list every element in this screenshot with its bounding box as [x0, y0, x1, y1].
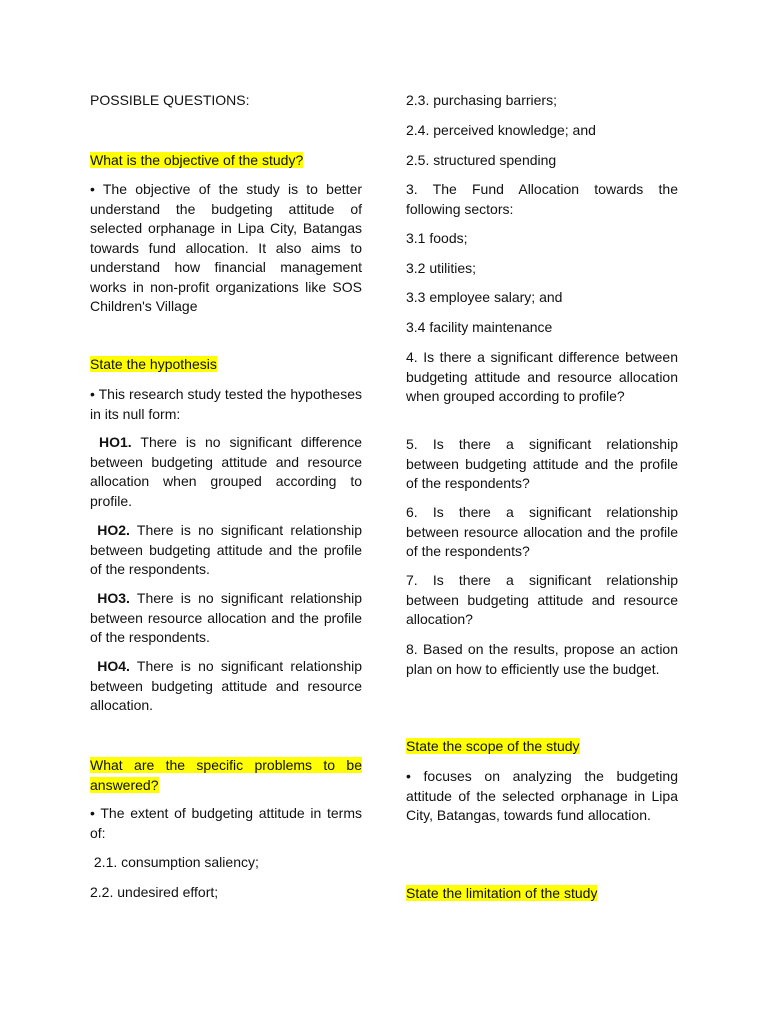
question-limitation: [406, 884, 597, 904]
ho3-label: HO3.: [97, 590, 130, 606]
ho1-label: HO1.: [98, 434, 132, 450]
question-scope: [406, 737, 580, 757]
hypothesis-ho1: [90, 433, 362, 511]
section-heading: POSSIBLE QUESTIONS:: [90, 92, 250, 108]
hypothesis-ho3: [90, 589, 362, 648]
ho4-text: There is no significant relationship between budgeting attitude and resource allocation.: [90, 658, 362, 713]
list-item-2-4: 2.4. perceived knowledge; and: [406, 122, 596, 138]
scope-answer: • focuses on analyzing the budgeting attitude of the selected orphanage in Lipa City, Batangas, towards fund allocation.: [406, 768, 678, 823]
hypothesis-intro: • This research study tested the hypotheses in its null form:: [90, 386, 362, 422]
highlighted-question: State the scope of the study: [406, 738, 580, 754]
question-problems: [90, 756, 362, 795]
list-item-3-1: 3.1 foods;: [406, 230, 468, 246]
list-item-3-4: 3.4 facility maintenance: [406, 319, 553, 335]
ho2-label: HO2.: [97, 522, 130, 538]
objective-answer: • The objective of the study is to better understand the budgeting attitude of selected orphanage in Lipa City, Batangas towards fund allocation. It also aims to understand how financial management works in non-profit organizations like SOS Children's Village: [90, 181, 362, 314]
list-item-2-2: 2.2. undesired effort;: [90, 884, 219, 900]
list-item-2-1: [90, 853, 259, 873]
problems-intro: • The extent of budgeting attitude in terms of:: [90, 805, 362, 841]
list-item-3-2: 3.2 utilities;: [406, 260, 477, 276]
list-item-text: 2.1. consumption saliency;: [93, 854, 259, 870]
question-hypothesis: [90, 355, 217, 375]
ho1-text: There is no significant difference between budgeting attitude and resource allocation when grouped according to profile.: [90, 434, 363, 509]
list-item-5: 5. Is there a significant relationship between budgeting attitude and the profile of the respondents?: [406, 436, 678, 491]
highlighted-question: State the limitation of the study: [406, 885, 598, 901]
ho2-text: There is no significant relationship between budgeting attitude and the profile of the respondents.: [90, 522, 362, 577]
list-item-2-3: 2.3. purchasing barriers;: [406, 92, 557, 108]
ho4-label: HO4.: [97, 658, 130, 674]
list-item-7: 7. Is there a significant relationship between budgeting attitude and resource allocation?: [406, 572, 678, 627]
list-item-6: 6. Is there a significant relationship between resource allocation and the profile of the respondents?: [406, 504, 678, 559]
list-item-3-3: 3.3 employee salary; and: [406, 289, 563, 305]
highlighted-question: State the hypothesis: [90, 356, 217, 372]
hypothesis-ho4: [90, 657, 362, 716]
list-item-2-5: 2.5. structured spending: [406, 152, 557, 168]
highlighted-question: What are the specific problems to be answered?: [90, 757, 362, 793]
list-item-8: 8. Based on the results, propose an action plan on how to efficiently use the budget.: [406, 641, 678, 677]
ho3-text: There is no significant relationship between resource allocation and the profile of the respondents.: [90, 590, 362, 645]
question-objective: [90, 151, 303, 171]
hypothesis-ho2: [90, 521, 362, 580]
list-item-4: 4. Is there a significant difference between budgeting attitude and resource allocation when grouped according to profile?: [406, 349, 678, 404]
list-item-3: 3. The Fund Allocation towards the following sectors:: [406, 181, 678, 217]
highlighted-question: What is the objective of the study?: [90, 152, 304, 168]
